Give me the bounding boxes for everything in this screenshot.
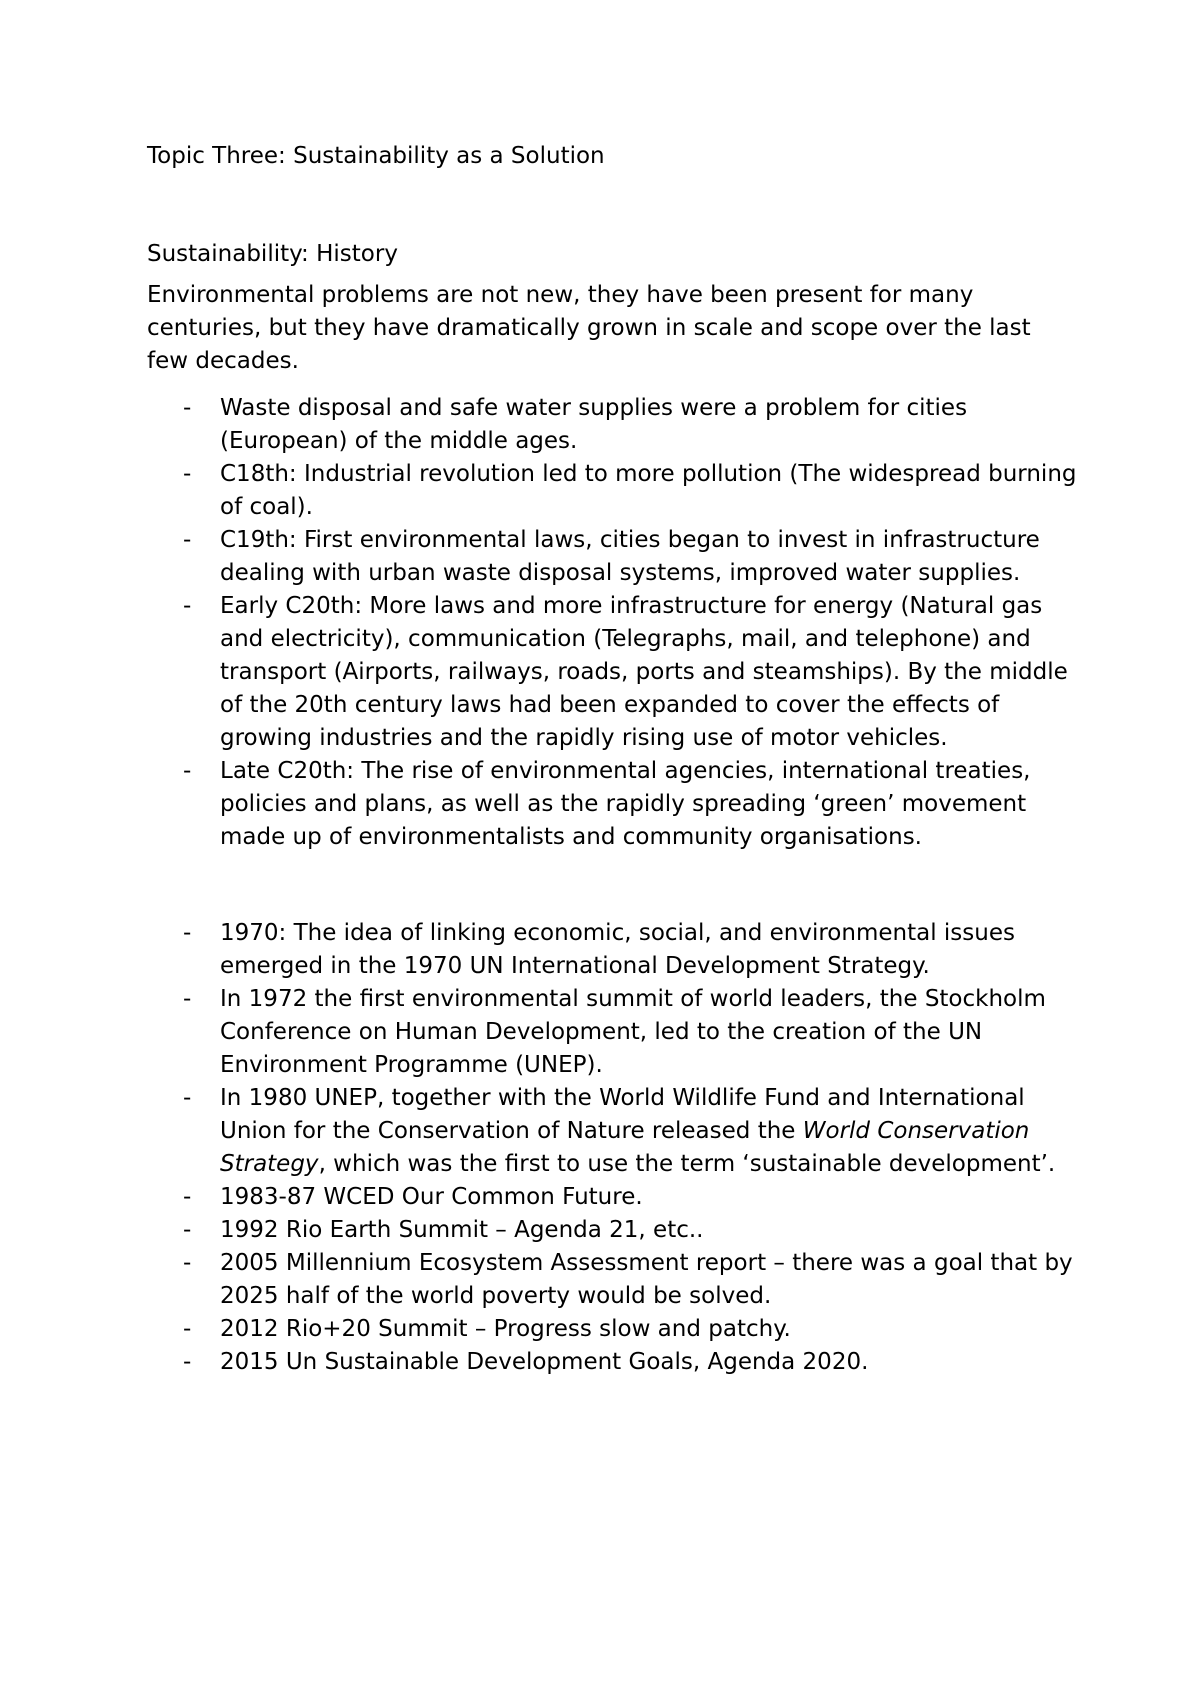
- list-item-text-before: In 1980 UNEP, together with the World Wildlife Fund and International Union for the Conservation of Nature released the: [220, 1085, 1025, 1144]
- list-item: - Early C20th: More laws and more infrastructure for energy (Natural gas and electricity), communication (Telegraphs, mail, and telephone) and transport (Airports, railways, roads, ports and steamships). By the middle of the 20th century laws had been expanded to cover the effects of growing industries and the rapidly rising use of motor vehicles.: [147, 590, 1077, 755]
- list-item-text-after: , which was the first to use the term ‘sustainable development’.: [318, 1151, 1056, 1177]
- list-item: - 1970: The idea of linking economic, social, and environmental issues emerged in the 1970 UN International Development Strategy.: [147, 917, 1077, 983]
- document-title: Topic Three: Sustainability as a Solution: [147, 143, 605, 169]
- list-item: - 2005 Millennium Ecosystem Assessment report – there was a goal that by 2025 half of the world poverty would be solved.: [147, 1247, 1077, 1313]
- history-list: [147, 392, 1077, 854]
- list-item: - In 1972 the first environmental summit of world leaders, the Stockholm Conference on Human Development, led to the creation of the UN Environment Programme (UNEP).: [147, 983, 1077, 1082]
- intro-paragraph: Environmental problems are not new, they have been present for many centuries, but they have dramatically grown in scale and scope over the last few decades.: [147, 282, 1031, 374]
- list-item: - 2012 Rio+20 Summit – Progress slow and patchy.: [147, 1313, 1077, 1346]
- timeline-list: [147, 917, 1077, 1379]
- list-item: - C19th: First environmental laws, cities began to invest in infrastructure dealing with urban waste disposal systems, improved water supplies.: [147, 524, 1077, 590]
- publication-title: World Conservation Strategy: [220, 1118, 1030, 1177]
- document-page: [147, 140, 1077, 1379]
- list-item: [147, 1082, 1077, 1181]
- list-item: - Late C20th: The rise of environmental agencies, international treaties, policies and plans, as well as the rapidly spreading ‘green’ movement made up of environmentalists and community organisations.: [147, 755, 1077, 854]
- section-heading: Sustainability: History: [147, 241, 398, 267]
- list-item: - 1983-87 WCED Our Common Future.: [147, 1181, 1077, 1214]
- list-item: - Waste disposal and safe water supplies were a problem for cities (European) of the middle ages.: [147, 392, 1077, 458]
- list-item: - 1992 Rio Earth Summit – Agenda 21, etc..: [147, 1214, 1077, 1247]
- list-item: - 2015 Un Sustainable Development Goals, Agenda 2020.: [147, 1346, 1077, 1379]
- list-item: - C18th: Industrial revolution led to more pollution (The widespread burning of coal).: [147, 458, 1077, 524]
